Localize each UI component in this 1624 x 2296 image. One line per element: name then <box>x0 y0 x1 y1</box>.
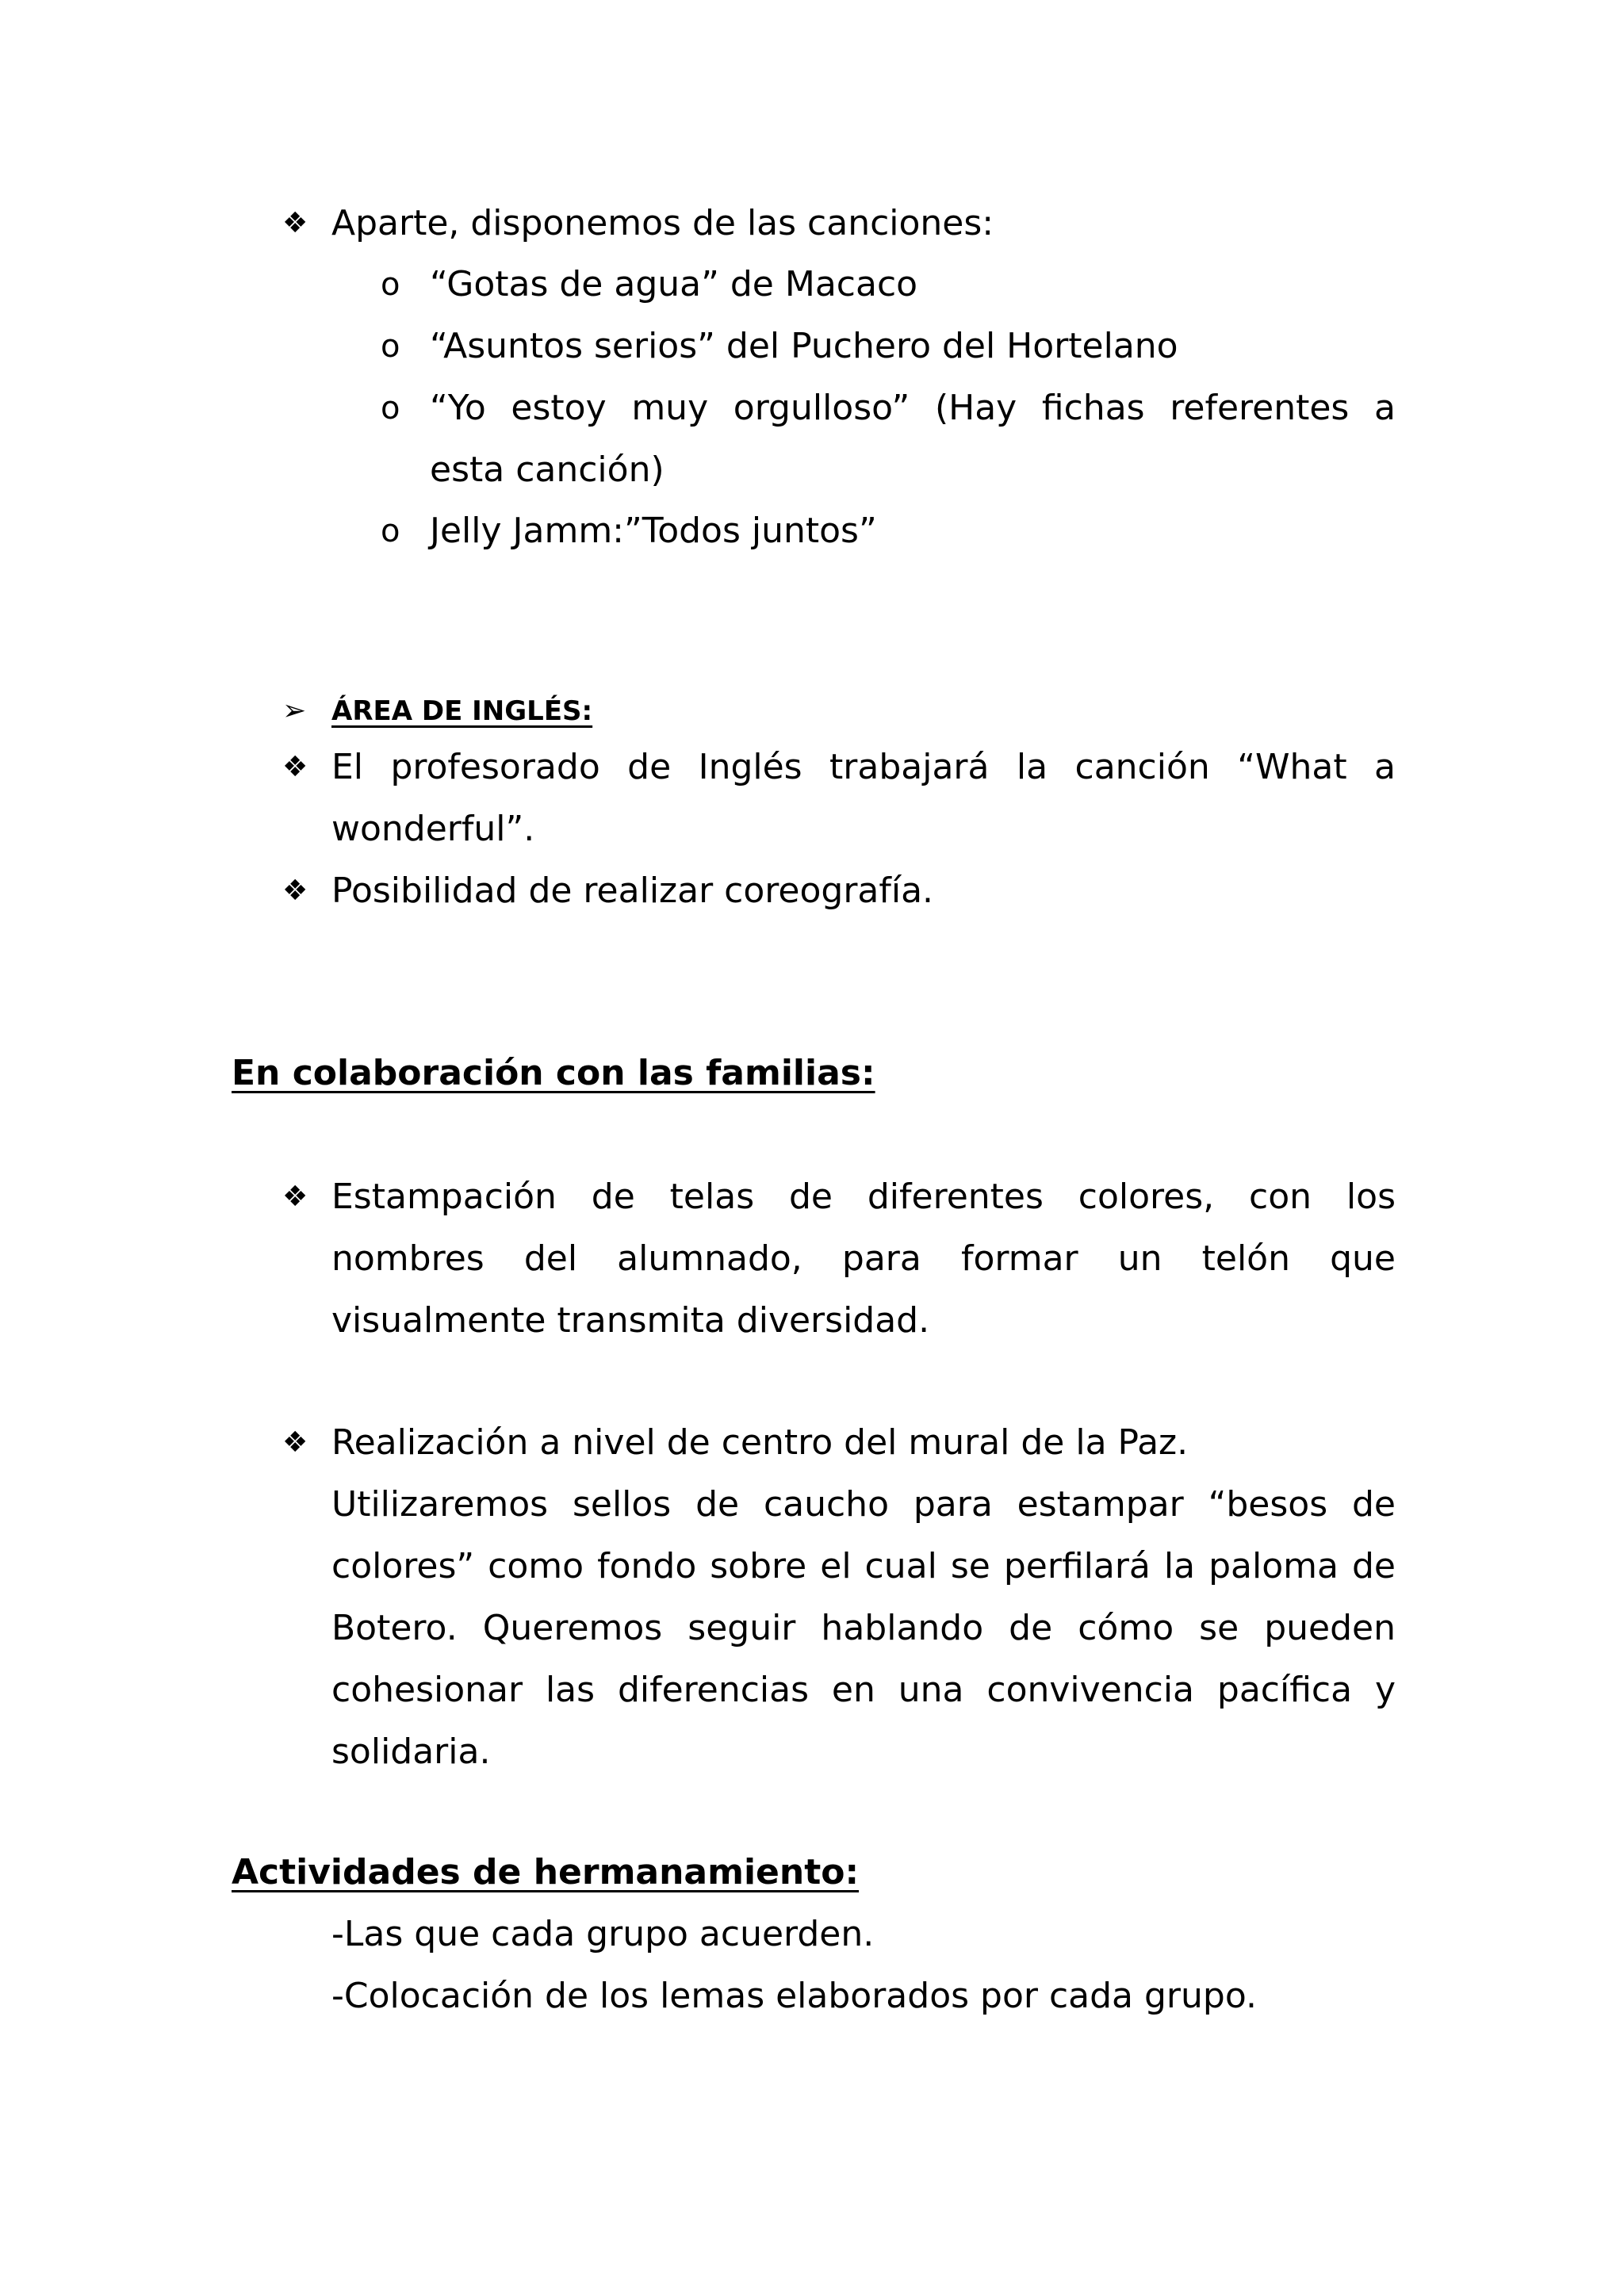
diamond-bullet-icon: ❖ <box>282 751 308 783</box>
diamond-bullet-icon: ❖ <box>282 207 308 239</box>
english-area-heading: ÁREA DE INGLÉS: <box>331 695 593 727</box>
twinning-item: -Colocación de los lemas elaborados por cada grupo. <box>331 1976 1257 2016</box>
families-item-line: Utilizaremos sellos de caucho para estampar “besos de <box>331 1484 1396 1525</box>
diamond-bullet-icon: ❖ <box>282 1426 308 1459</box>
circle-bullet-icon: o <box>381 390 400 427</box>
families-item-line: cohesionar las diferencias en una convivencia pacífica y <box>331 1670 1396 1710</box>
families-item-line: nombres del alumnado, para formar un telón que <box>331 1238 1396 1279</box>
families-item-line: Estampación de telas de diferentes colores, con los <box>331 1177 1396 1217</box>
families-item-line: visualmente transmita diversidad. <box>331 1300 930 1341</box>
song-item: Jelly Jamm:”Todos juntos” <box>430 511 877 551</box>
families-item-line: solidaria. <box>331 1732 491 1772</box>
twinning-item: -Las que cada grupo acuerden. <box>331 1914 875 1954</box>
circle-bullet-icon: o <box>381 328 400 365</box>
twinning-heading: Actividades de hermanamiento: <box>232 1852 860 1892</box>
diamond-bullet-icon: ❖ <box>282 1181 308 1213</box>
families-heading: En colaboración con las familias: <box>232 1053 875 1093</box>
arrow-bullet-icon: ➢ <box>282 695 307 727</box>
song-item-continuation: esta canción) <box>430 450 665 490</box>
song-item: “Gotas de agua” de Macaco <box>430 264 918 304</box>
circle-bullet-icon: o <box>381 513 400 549</box>
families-item-line: Botero. Queremos seguir hablando de cómo se pueden <box>331 1608 1396 1648</box>
families-item-line: colores” como fondo sobre el cual se perfilará la paloma de <box>331 1546 1396 1586</box>
song-item: “Asuntos serios” del Puchero del Hortelano <box>430 326 1178 366</box>
circle-bullet-icon: o <box>381 266 400 303</box>
song-item: “Yo estoy muy orgulloso” (Hay fichas referentes a <box>430 388 1396 428</box>
english-item: Posibilidad de realizar coreografía. <box>331 871 934 911</box>
diamond-bullet-icon: ❖ <box>282 874 308 907</box>
families-item-line: Realización a nivel de centro del mural de la Paz. <box>331 1422 1189 1463</box>
english-item-line: El profesorado de Inglés trabajará la canción “What a <box>331 747 1396 787</box>
english-item-line: wonderful”. <box>331 809 535 849</box>
songs-intro: Aparte, disponemos de las canciones: <box>331 203 994 243</box>
